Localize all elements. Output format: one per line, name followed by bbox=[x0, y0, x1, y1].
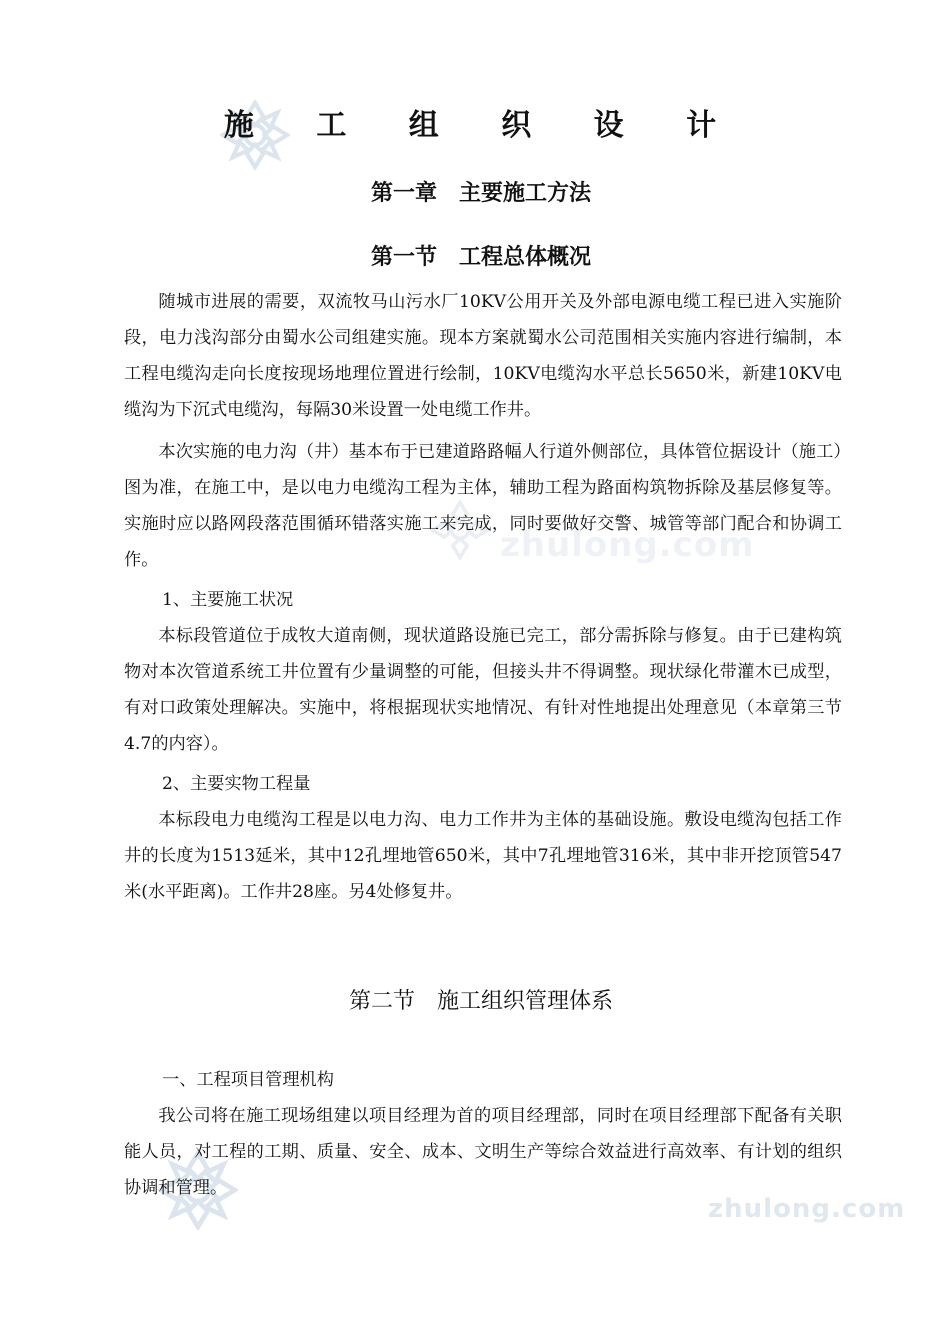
document-title: 施 工 组 织 设 计 bbox=[223, 108, 743, 143]
watermark-text-center: zhulong.com bbox=[500, 525, 755, 565]
body-paragraph: 我公司将在施工现场组建以项目经理为首的项目经理部，同时在项目经理部下配备有关职能人员，对工程的工期、质量、安全、成本、文明生产等综合效益进行高效率、有计划的组织协调和管理。 bbox=[124, 1106, 842, 1198]
chapter-heading: 第一章 主要施工方法 bbox=[370, 181, 591, 206]
section-heading: 第一节 工程总体概况 bbox=[370, 245, 591, 270]
body-paragraph: 随城市进展的需要，双流牧马山污水厂10KV公用开关及外部电源电缆工程已进入实施阶段，电力浅沟部分由蜀水公司组建实施。现本方案就蜀水公司范围相关实施内容进行编制，本工程电缆沟走向长度按现场地理位置进行绘制，10KV电缆沟水平总长5650米，新建10KV电缆沟为下沉式电缆沟，每隔30米设置一处电缆工作井。 bbox=[124, 292, 842, 420]
subsection-title: 一、工程项目管理机构 bbox=[162, 1070, 334, 1090]
watermark-text-footer: zhulong.com bbox=[708, 1194, 906, 1224]
body-paragraph: 本次实施的电力沟（井）基本布于已建道路路幅人行道外侧部位，具体管位据设计（施工）图为准，在施工中，是以电力电缆沟工程为主体，辅助工程为路面构筑物拆除及基层修复等。实施时应以路网段落范围循环错落实施工来完成，同时要做好交警、城管等部门配合和协调工作。 bbox=[124, 442, 842, 570]
subsection-title: 1、主要施工状况 bbox=[162, 590, 294, 610]
body-paragraph: 本标段管道位于成牧大道南侧，现状道路设施已完工，部分需拆除与修复。由于已建构筑物对本次管道系统工井位置有少量调整的可能，但接头井不得调整。现状绿化带灌木已成型，有对口政策处理解决。实施中，将根据现状实地情况、有针对性地提出处理意见（本章第三节4.7的内容）。 bbox=[124, 626, 842, 754]
section-heading: 第二节 施工组织管理体系 bbox=[348, 989, 613, 1014]
subsection-title: 2、主要实物工程量 bbox=[162, 774, 311, 794]
body-paragraph: 本标段电力电缆沟工程是以电力沟、电力工作井为主体的基础设施。敷设电缆沟包括工作井的长度为1513延米，其中12孔埋地管650米，其中7孔埋地管316米，其中非开挖顶管547米(水平距离)。工作井28座。另4处修复井。 bbox=[124, 810, 842, 902]
